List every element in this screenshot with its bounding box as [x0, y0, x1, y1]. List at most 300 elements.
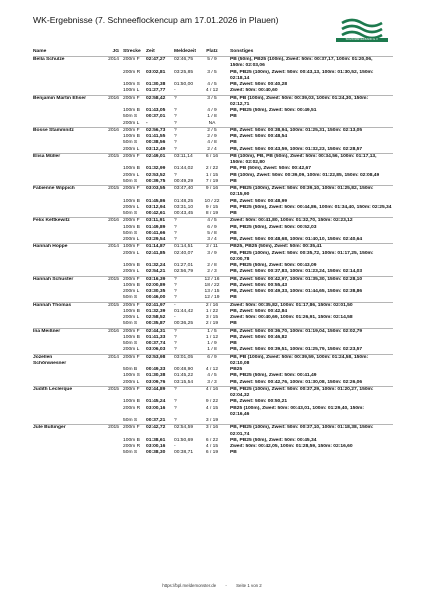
cell-strecke: 200m L — [123, 120, 140, 126]
cell-meldezeit: ? — [174, 237, 177, 242]
cell-platz: 1 / 9 — [207, 341, 217, 346]
cell-strecke: 200m L — [123, 172, 140, 178]
cell-name: Jozellen — [33, 354, 53, 360]
cell-sonstiges: PB25, PB25 (50m), Zweit: 50m: 00:35,41 — [230, 244, 322, 250]
cell-jg: 2016 — [108, 95, 119, 101]
cell-meldezeit: ? — [174, 172, 177, 178]
cell-platz: 4 / 15 — [205, 405, 219, 411]
cell-zeit: 01:41,33 — [146, 334, 166, 340]
cell-sonstiges: 150m: 02:02,80 — [230, 160, 265, 165]
cell-platz: 1 / 22 — [205, 308, 219, 314]
cell-strecke: 100m S — [123, 82, 140, 87]
cell-platz: 13 / 15 — [204, 289, 220, 294]
table-body — [33, 56, 393, 457]
cell-jg: 2016 — [108, 218, 119, 224]
cell-meldezeit: ? — [174, 341, 177, 346]
cell-strecke: 200m F — [123, 57, 140, 62]
cell-zeit: 01:45,24 — [146, 399, 166, 405]
cell-platz: NA — [208, 120, 216, 126]
cell-strecke: 100m B — [123, 166, 140, 172]
cell-name: Felix Kettkewitz — [33, 218, 70, 224]
cell-platz: 2 / 11 — [206, 244, 218, 250]
cell-sonstiges: PB, Zweit: 50m: 00:55,43 — [230, 282, 288, 288]
cell-zeit: 01:41,55 — [146, 134, 166, 139]
cell-platz: 4 / 12 — [205, 367, 219, 372]
cell-platz: 4 / 5 — [207, 218, 217, 224]
cell-platz: 9 / 15 — [205, 204, 219, 210]
cell-jg: 2014 — [108, 244, 119, 250]
cell-platz: 3 / 5 — [207, 69, 217, 75]
cell-sonstiges: PB, PB25 (100m), Zweit: 50m: 00:37,29, 100m: 01:20,27, 150m: — [230, 386, 374, 392]
cell-name: Bella Schulze — [33, 57, 65, 62]
cell-sonstiges: PB, PB25 (50m), Zweit: 50m: 00:43,09 — [230, 263, 317, 268]
table-row — [33, 127, 393, 134]
cell-strecke: 200m F — [123, 354, 140, 360]
cell-meldezeit: ? — [174, 224, 177, 230]
cell-zeit: 03:06,03 — [146, 347, 166, 353]
cell-zeit: 01:32,39 — [146, 308, 166, 314]
cell-sonstiges: PB, PB (100m), Zweit: 50m: 00:39,59, 100m: 01:24,58, 150m: — [230, 354, 369, 360]
cell-zeit: 02:41,85 — [146, 250, 166, 256]
cell-name: Judith Leclerque — [33, 386, 73, 392]
cell-platz: 4 / 15 — [205, 444, 219, 449]
cell-zeit: 02:41,97 — [146, 302, 166, 308]
cell-sonstiges: 02:16,46 — [230, 411, 250, 417]
cell-platz: 4 / 5 — [207, 82, 217, 87]
cell-strecke: 100m B — [123, 437, 140, 443]
cell-sonstiges: PB, PB25 (100m), Zweit: 50m: 00:37,10, 100m: 01:18,38, 150m: — [230, 425, 374, 431]
cell-strecke: 200m L — [123, 379, 140, 385]
cell-meldezeit: - — [174, 315, 176, 320]
cell-platz: 2 / 3 — [207, 269, 217, 275]
cell-strecke: 100m B — [123, 134, 140, 139]
cell-platz: 2 / 16 — [205, 302, 219, 308]
cell-name: Hannah Hoppe — [33, 244, 68, 250]
cell-strecke: 50m S — [123, 418, 138, 423]
logo-caption: SCHWIMMVERBAND E.V. — [336, 38, 388, 42]
cell-strecke: 200m F — [123, 95, 140, 101]
cell-meldezeit: 03:47,40 — [174, 186, 194, 191]
cell-zeit: 00:38,30 — [146, 450, 166, 456]
cell-zeit: 01:27,77 — [146, 88, 166, 94]
cell-meldezeit: ? — [174, 405, 177, 411]
cell-strecke: 100m B — [123, 308, 140, 314]
header-jg: JG — [112, 49, 119, 54]
cell-platz: 6 / 9 — [207, 354, 217, 360]
cell-sonstiges: PB — [230, 295, 237, 301]
cell-meldezeit: - — [174, 88, 176, 94]
cell-strecke: 200m R — [123, 69, 141, 75]
cell-meldezeit: ? — [174, 347, 177, 353]
cell-strecke: 200m F — [123, 386, 140, 392]
footer-page-number: Seite 1 von 2 — [236, 583, 262, 588]
cell-sonstiges: PB, Zweit: 50m: 00:48,68, 100m: 01:40,10, 150m: 02:40,64 — [230, 237, 363, 242]
cell-platz: 3 / 15 — [205, 315, 219, 320]
cell-sonstiges: Zweit: 50m: 00:41,80, 100m: 01:32,70, 150m: 02:23,12 — [230, 218, 353, 224]
cell-zeit: 03:16,39 — [146, 276, 166, 282]
cell-jg: 2016 — [108, 127, 119, 133]
cell-zeit: 00:35,87 — [146, 321, 166, 327]
cell-zeit: 03:12,49 — [146, 146, 166, 152]
cell-zeit: 02:42,72 — [146, 425, 166, 431]
cell-strecke: 200m F — [123, 186, 140, 191]
cell-strecke: 200m R — [123, 444, 141, 449]
cell-sonstiges: PB, Zweit: 50m: 00:48,54 — [230, 134, 288, 139]
cell-meldezeit: - — [174, 302, 176, 308]
cell-strecke: 200m L — [123, 269, 140, 275]
cell-zeit: 02:49,01 — [146, 153, 166, 159]
cell-zeit: 00:42,61 — [146, 211, 166, 216]
cell-platz: 5 / 8 — [207, 230, 217, 236]
cell-zeit: 02:58,52 — [146, 315, 166, 320]
cell-platz: 6 / 22 — [205, 437, 219, 443]
table-row — [33, 354, 393, 361]
cell-meldezeit: 02:46,75 — [174, 57, 194, 62]
cell-platz: 4 / 5 — [207, 373, 217, 379]
cell-zeit: 03:00,16 — [146, 444, 166, 449]
cell-platz: 3 / 3 — [207, 379, 217, 385]
cell-sonstiges: PB, PB25 (100m), Zweit: 50m: 00:43,13, 100m: 01:30,52, 150m: — [230, 69, 374, 75]
cell-strecke: 200m F — [123, 328, 140, 334]
results-table — [33, 47, 393, 457]
cell-sonstiges: 02:18,14 — [230, 75, 250, 81]
cell-platz: 6 / 19 — [205, 450, 219, 456]
cell-meldezeit: 01:50,69 — [174, 437, 194, 443]
cell-meldezeit: 03:15,54 — [174, 379, 194, 385]
cell-strecke: 200m L — [123, 315, 140, 320]
header-name: Name — [33, 49, 47, 54]
cell-zeit: 03:02,81 — [146, 69, 166, 75]
table-row — [33, 56, 393, 63]
cell-jg: 2015 — [108, 425, 119, 431]
cell-zeit: 00:37,74 — [146, 341, 166, 346]
cell-platz: 5 / 9 — [207, 57, 217, 62]
table-row — [33, 302, 393, 309]
cell-sonstiges: PB (100m), PB, PB (50m), Zweit: 50m: 00:34,56, 100m: 01:17,13, — [230, 153, 377, 159]
cell-meldezeit: 00:49,29 — [174, 178, 194, 184]
cell-sonstiges: PB — [230, 450, 237, 456]
cell-platz: 10 / 22 — [204, 198, 220, 204]
cell-platz: 2 / 4 — [207, 146, 217, 152]
table-header — [33, 47, 393, 56]
cell-meldezeit: ? — [174, 399, 177, 405]
cell-meldezeit: ? — [174, 218, 177, 224]
cell-platz: 2 / 9 — [207, 134, 217, 139]
page-footer — [0, 583, 424, 588]
cell-sonstiges: PB, PB25 (50m), Zweit: 50m: 00:52,03 — [230, 224, 317, 230]
cell-strecke: 100m F — [123, 244, 140, 250]
cell-zeit: 02:54,21 — [146, 269, 166, 275]
cell-strecke: 100m B — [123, 198, 140, 204]
cell-meldezeit: 02:56,79 — [174, 269, 194, 275]
header-platz: Platz — [206, 49, 218, 54]
cell-zeit: 03:03,55 — [146, 186, 166, 191]
cell-meldezeit: ? — [174, 295, 177, 301]
cell-platz: 4 / 8 — [207, 140, 217, 146]
cell-platz: 1 / 8 — [207, 347, 217, 353]
cell-sonstiges: PB, Zweit: 50m: 00:38,94, 100m: 01:25,31, 150m: 02:13,05 — [230, 127, 363, 133]
cell-name: Hannah Thomas — [33, 302, 72, 308]
cell-zeit: 01:45,86 — [146, 198, 166, 204]
footer-separator: - — [225, 583, 227, 588]
cell-zeit: 03:30,35 — [146, 289, 166, 294]
cell-platz: 8 / 19 — [205, 211, 219, 216]
cell-zeit: 01:32,24 — [146, 263, 166, 268]
cell-sonstiges: PB (100m), Zweit: 50m: 00:39,09, 100m: 01:22,85, 150m: 02:08,49 — [230, 172, 380, 178]
cell-platz: 12 / 16 — [204, 276, 220, 282]
cell-zeit: 03:12,94 — [146, 204, 166, 210]
cell-sonstiges: PB, PB25 (50m), Zweit: 50m: 00:41,49 — [230, 373, 317, 379]
cell-strecke: 50m S — [123, 321, 138, 327]
cell-strecke: 100m B — [123, 263, 140, 268]
cell-meldezeit: 03:31,10 — [174, 204, 194, 210]
cell-zeit: 02:44,31 — [146, 328, 166, 334]
swim-club-logo — [336, 14, 388, 40]
table-row — [33, 217, 393, 224]
cell-jg: 2015 — [108, 276, 119, 282]
cell-sonstiges: PB, Zweit: 50m: 00:39,51, 100m: 01:25,79, 150m: 02:23,57 — [230, 347, 363, 353]
cell-strecke: 50m S — [123, 341, 138, 346]
cell-strecke: 50m S — [123, 230, 138, 236]
cell-strecke: 100m B — [123, 334, 140, 340]
cell-platz: 9 / 22 — [205, 399, 219, 405]
cell-strecke: 200m F — [123, 127, 140, 133]
table-row — [33, 386, 393, 393]
table-row — [33, 276, 393, 283]
cell-jg: 2015 — [108, 302, 119, 308]
cell-platz: 3 / 16 — [205, 425, 219, 431]
cell-meldezeit: ? — [174, 114, 177, 120]
cell-zeit: 00:49,33 — [146, 367, 166, 372]
cell-meldezeit: 03:01,05 — [174, 354, 194, 360]
header-meldezeit: Meldezeit — [174, 49, 197, 54]
cell-zeit: 00:38,56 — [146, 140, 166, 146]
cell-meldezeit: 02:40,07 — [174, 250, 194, 256]
cell-platz: 4 / 12 — [205, 88, 219, 94]
cell-platz: 9 / 16 — [205, 186, 219, 191]
cell-zeit: 02:00,89 — [146, 282, 166, 288]
cell-sonstiges: PB, PB (100m), Zweit: 50m: 00:39,03, 100m: 01:24,30, 150m: — [230, 95, 369, 101]
cell-meldezeit: 01:44,42 — [174, 308, 194, 314]
cell-sonstiges: PB — [230, 140, 237, 146]
cell-strecke: 200m L — [123, 146, 140, 152]
cell-platz: 1 / 5 — [207, 328, 217, 334]
cell-meldezeit: 01:48,25 — [174, 198, 194, 204]
cell-strecke: 100m S — [123, 373, 140, 379]
cell-sonstiges: PB25 — [230, 367, 243, 372]
cell-sonstiges: 150m: 02:03,06 — [230, 63, 265, 69]
cell-meldezeit: 00:48,90 — [174, 367, 194, 372]
cell-zeit: 03:00,16 — [146, 405, 166, 411]
cell-platz: 2 / 19 — [205, 321, 219, 327]
cell-jg: 2014 — [108, 354, 119, 360]
cell-platz: 1 / 8 — [207, 114, 217, 120]
cell-sonstiges: Zweit: 50m: 00:40,69, 100m: 01:26,91, 150m: 02:14,58 — [230, 315, 353, 320]
cell-meldezeit: ? — [174, 146, 177, 152]
cell-meldezeit: ? — [174, 134, 177, 139]
cell-strecke: 50m S — [123, 211, 138, 216]
cell-meldezeit: ? — [174, 140, 177, 146]
table-row — [33, 95, 393, 102]
cell-zeit: 02:53,98 — [146, 354, 166, 360]
page-title: WK-Ergebnisse (7. Schneeflockencup am 17.01.2026 in Plauen) — [33, 15, 279, 25]
cell-platz: 1 / 15 — [205, 172, 219, 178]
cell-zeit: 01:32,99 — [146, 166, 166, 172]
header-zeit: Zeit — [146, 49, 155, 54]
cell-sonstiges: 02:10,08 — [230, 360, 250, 366]
cell-sonstiges: PB, Zweit: 50m: 00:46,82 — [230, 334, 288, 340]
cell-jg: 2016 — [108, 328, 119, 334]
cell-platz: 7 / 19 — [205, 178, 219, 184]
cell-zeit: 00:41,66 — [146, 230, 166, 236]
cell-meldezeit: 01:27,01 — [174, 263, 194, 268]
cell-zeit: 00:46,00 — [146, 295, 166, 301]
cell-zeit: 02:47,27 — [146, 57, 166, 62]
cell-strecke: 50m S — [123, 140, 138, 146]
cell-sonstiges: PB, Zweit: 50m: 00:36,70, 100m: 01:19,04, 150m: 02:02,79 — [230, 328, 363, 334]
cell-platz: 1 / 12 — [205, 334, 219, 340]
cell-strecke: 100m B — [123, 399, 140, 405]
cell-strecke: 200m F — [123, 302, 140, 308]
cell-sonstiges: PB — [230, 230, 237, 236]
cell-platz: 3 / 5 — [207, 95, 217, 101]
cell-platz: 2 / 5 — [207, 127, 217, 133]
cell-jg: 2015 — [108, 386, 119, 392]
cell-zeit: 02:56,73 — [146, 127, 166, 133]
cell-meldezeit: ? — [174, 328, 177, 334]
cell-meldezeit: ? — [174, 386, 177, 392]
cell-name: Hannah Schuster — [33, 276, 74, 282]
cell-sonstiges: 02:01,74 — [230, 431, 250, 437]
cell-zeit: 01:30,38 — [146, 82, 166, 87]
cell-strecke: 200m L — [123, 250, 140, 256]
cell-sonstiges: PB25 (100m), Zweit: 50m: 00:43,01, 100m: 01:29,40, 150m: — [230, 405, 365, 411]
cell-name: Elisa Müller — [33, 153, 61, 159]
cell-meldezeit: ? — [174, 276, 177, 282]
cell-sonstiges: PB, Zweit: 50m: 00:43,59, 100m: 01:32,23, 150m: 02:28,57 — [230, 146, 363, 152]
cell-sonstiges: PB, Zweit: 50m: 00:50,21 — [230, 399, 288, 405]
cell-meldezeit: ? — [174, 120, 177, 126]
cell-strecke: 50m S — [123, 178, 138, 184]
cell-strecke: 50m S — [123, 114, 138, 120]
cell-zeit: 03:11,91 — [146, 218, 166, 224]
cell-jg: 2014 — [108, 57, 119, 62]
cell-name: Benjamin Martin Ehser — [33, 95, 86, 101]
cell-zeit: 02:58,42 — [146, 95, 166, 101]
cell-sonstiges: PB — [230, 341, 237, 346]
cell-meldezeit: ? — [174, 418, 177, 423]
cell-strecke: 200m L — [123, 289, 140, 294]
cell-sonstiges: PB, Zweit: 50m: 00:49,33, 100m: 01:44,65, 150m: 02:38,86 — [230, 289, 363, 294]
cell-platz: 6 / 16 — [205, 153, 219, 159]
cell-zeit: 03:29,54 — [146, 237, 166, 242]
cell-meldezeit: 00:38,71 — [174, 450, 194, 456]
cell-meldezeit: 02:54,59 — [174, 425, 194, 431]
cell-sonstiges: Zweit: 50m: 00:35,82, 100m: 01:17,86, 150m: 02:01,50 — [230, 302, 353, 308]
table-row — [33, 243, 393, 250]
cell-strecke: 200m F — [123, 425, 140, 431]
cell-meldezeit: ? — [174, 289, 177, 294]
cell-sonstiges: Zweit: 50m: 00:40,60 — [230, 88, 278, 94]
cell-meldezeit: ? — [174, 108, 177, 113]
cell-sonstiges: 02:12,71 — [230, 101, 250, 107]
cell-strecke: 50m B — [123, 367, 138, 372]
cell-sonstiges: PB, Zweit: 50m: 00:42,84 — [230, 308, 288, 314]
cell-meldezeit: ? — [174, 282, 177, 288]
cell-strecke: 100m L — [123, 88, 140, 94]
cell-zeit: 01:43,05 — [146, 108, 166, 113]
cell-strecke: 100m B — [123, 282, 140, 288]
cell-zeit: 01:38,61 — [146, 437, 166, 443]
cell-platz: 4 / 16 — [205, 386, 219, 392]
footer-url: https://bpl.meldemonster.de — [162, 583, 217, 588]
cell-platz: 12 / 19 — [204, 295, 220, 301]
cell-platz: 3 / 19 — [205, 418, 219, 423]
cell-platz: 6 / 9 — [207, 224, 217, 230]
cell-sonstiges: PB — [230, 178, 237, 184]
cell-sonstiges: PB, Zweit: 50m: 00:48,99 — [230, 198, 288, 204]
cell-name: Schönwiesner — [33, 360, 67, 366]
cell-zeit: 00:37,01 — [146, 114, 166, 120]
cell-name: Ina Meißner — [33, 328, 61, 334]
cell-name: Bosse Stammnitz — [33, 127, 74, 133]
cell-sonstiges: PB — [230, 114, 237, 120]
cell-platz: 18 / 22 — [204, 282, 220, 288]
header-strecke: Strecke — [123, 49, 141, 54]
cell-platz: 3 / 9 — [207, 250, 217, 256]
cell-strecke: 200m L — [123, 347, 140, 353]
cell-platz: 2 / 22 — [205, 166, 219, 172]
cell-sonstiges: PB (50m), PB25 (100m), Zweit: 50m: 00:37,17, 100m: 01:20,06, — [230, 57, 373, 62]
cell-meldezeit: 01:45,22 — [174, 373, 194, 379]
cell-strecke: 50m S — [123, 450, 138, 456]
cell-name: Fabienne Wippich — [33, 186, 75, 191]
cell-sonstiges: PB — [230, 321, 237, 327]
cell-sonstiges: 02:00,78 — [230, 256, 250, 262]
cell-zeit: 00:39,75 — [146, 178, 166, 184]
cell-meldezeit: ? — [174, 230, 177, 236]
cell-sonstiges: PB, PB25 (100m), Zweit: 50m: 00:39,10, 100m: 01:25,82, 150m: — [230, 186, 374, 191]
cell-sonstiges: PB, PB25 (50m), Zweit: 50m: 00:44,86, 100m: 01:34,40, 150m: 02:25,34 — [230, 204, 392, 210]
table-row — [33, 450, 393, 456]
table-row — [33, 328, 393, 335]
cell-zeit: - — [146, 120, 148, 126]
table-row — [33, 424, 393, 431]
cell-meldezeit: ? — [174, 95, 177, 101]
cell-strecke: 100m B — [123, 108, 140, 113]
cell-strecke: 50m S — [123, 295, 138, 301]
cell-sonstiges: 02:04,32 — [230, 393, 250, 398]
cell-meldezeit: ? — [174, 127, 177, 133]
cell-strecke: 200m R — [123, 405, 141, 411]
cell-strecke: 100m B — [123, 224, 140, 230]
cell-zeit: 00:37,21 — [146, 418, 166, 423]
cell-zeit: 02:53,52 — [146, 172, 166, 178]
cell-zeit: 01:30,38 — [146, 373, 166, 379]
cell-strecke: 200m L — [123, 204, 140, 210]
cell-sonstiges: PB, PB25 (50m), Zweit: 50m: 00:49,51 — [230, 108, 317, 113]
cell-sonstiges: PB, PB (50m), Zweit: 50m: 00:42,67 — [230, 166, 311, 172]
header-sonstiges: Sonstiges — [230, 49, 254, 54]
table-row — [33, 153, 393, 160]
cell-strecke: 200m L — [123, 237, 140, 242]
table-row — [33, 185, 393, 192]
cell-sonstiges: 02:15,90 — [230, 192, 250, 198]
cell-zeit: 02:44,89 — [146, 386, 166, 392]
cell-name: Jule Bußinger — [33, 425, 66, 431]
cell-sonstiges: PB, Zweit: 50m: 00:37,83, 100m: 01:23,24, 150m: 02:14,03 — [230, 269, 363, 275]
cell-platz: 4 / 9 — [207, 108, 217, 113]
